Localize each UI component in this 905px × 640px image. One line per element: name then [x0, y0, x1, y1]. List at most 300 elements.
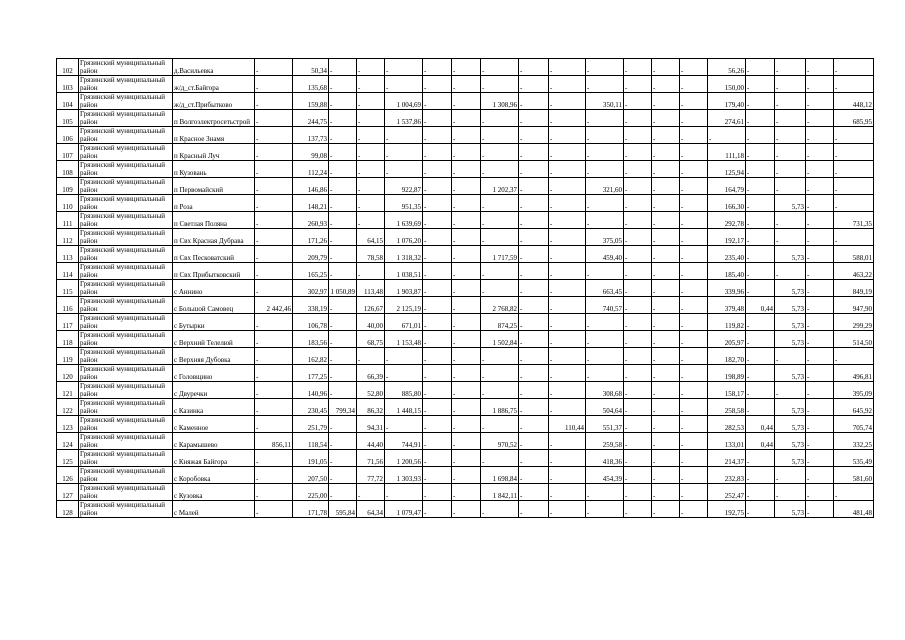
- value-cell: -: [746, 314, 775, 331]
- value-cell: -: [549, 484, 586, 501]
- value-cell: -: [708, 127, 746, 144]
- value-cell: -: [329, 229, 357, 246]
- value-cell: -: [357, 93, 385, 110]
- row-number: 120: [57, 365, 79, 382]
- settlement-cell: п Красное Знамя: [173, 127, 255, 144]
- value-cell: -: [481, 127, 519, 144]
- value-cell: -: [329, 246, 357, 263]
- value-cell: -: [746, 110, 775, 127]
- value-cell: -: [357, 178, 385, 195]
- value-cell: 1 318,32: [385, 246, 423, 263]
- value-cell: 44,40: [357, 433, 385, 450]
- value-cell: -: [255, 110, 293, 127]
- value-cell: -: [385, 416, 423, 433]
- value-cell: -: [255, 382, 293, 399]
- value-cell: 177,25: [293, 365, 329, 382]
- value-cell: -: [680, 501, 708, 518]
- value-cell: 64,15: [357, 229, 385, 246]
- value-cell: -: [357, 110, 385, 127]
- value-cell: 5,73: [775, 501, 806, 518]
- value-cell: 0,44: [746, 416, 775, 433]
- value-cell: 740,57: [586, 297, 624, 314]
- value-cell: -: [746, 365, 775, 382]
- value-cell: 162,82: [293, 348, 329, 365]
- value-cell: -: [652, 76, 680, 93]
- value-cell: -: [624, 59, 652, 76]
- settlement-cell: п Первомайский: [173, 178, 255, 195]
- value-cell: -: [423, 246, 452, 263]
- value-cell: 5,73: [775, 314, 806, 331]
- settlement-cell: п Свх Красная Дубрава: [173, 229, 255, 246]
- value-cell: -: [652, 450, 680, 467]
- value-cell: 259,58: [586, 433, 624, 450]
- value-cell: 922,87: [385, 178, 423, 195]
- settlement-cell: с Бутырки: [173, 314, 255, 331]
- value-cell: 448,12: [834, 93, 874, 110]
- value-cell: -: [775, 484, 806, 501]
- settlement-cell: п Волгоэлектросетьстрой: [173, 110, 255, 127]
- row-number: 110: [57, 195, 79, 212]
- value-cell: -: [549, 93, 586, 110]
- value-cell: 5,73: [775, 280, 806, 297]
- value-cell: -: [423, 212, 452, 229]
- value-cell: -: [624, 365, 652, 382]
- value-cell: 258,58: [708, 399, 746, 416]
- value-cell: -: [549, 161, 586, 178]
- district-cell: Грязинский муниципальный район: [79, 280, 173, 297]
- value-cell: -: [806, 229, 834, 246]
- value-cell: -: [329, 144, 357, 161]
- value-cell: -: [775, 59, 806, 76]
- value-cell: -: [452, 450, 481, 467]
- district-cell: Грязинский муниципальный район: [79, 501, 173, 518]
- value-cell: -: [834, 195, 874, 212]
- value-cell: -: [746, 484, 775, 501]
- value-cell: -: [423, 399, 452, 416]
- table-row: [57, 501, 874, 518]
- table-row: [57, 212, 874, 229]
- row-number: 103: [57, 76, 79, 93]
- value-cell: -: [652, 365, 680, 382]
- value-cell: 86,32: [357, 399, 385, 416]
- settlement-cell: с Казинка: [173, 399, 255, 416]
- district-cell: Грязинский муниципальный район: [79, 450, 173, 467]
- value-cell: -: [624, 416, 652, 433]
- value-cell: -: [586, 348, 624, 365]
- value-cell: -: [806, 450, 834, 467]
- value-cell: -: [652, 212, 680, 229]
- value-cell: 496,81: [834, 365, 874, 382]
- value-cell: 1 903,87: [385, 280, 423, 297]
- value-cell: -: [519, 144, 549, 161]
- value-cell: 0,44: [746, 433, 775, 450]
- value-cell: 5,73: [775, 365, 806, 382]
- value-cell: -: [680, 161, 708, 178]
- value-cell: -: [746, 246, 775, 263]
- value-cell: -: [423, 280, 452, 297]
- value-cell: -: [586, 195, 624, 212]
- value-cell: -: [519, 450, 549, 467]
- row-number: 126: [57, 467, 79, 484]
- value-cell: -: [806, 348, 834, 365]
- row-number: 111: [57, 212, 79, 229]
- district-cell: Грязинский муниципальный район: [79, 484, 173, 501]
- value-cell: -: [746, 382, 775, 399]
- value-cell: 230,45: [293, 399, 329, 416]
- value-cell: -: [481, 195, 519, 212]
- value-cell: -: [806, 501, 834, 518]
- value-cell: -: [423, 178, 452, 195]
- value-cell: -: [680, 365, 708, 382]
- value-cell: 645,92: [834, 399, 874, 416]
- value-cell: 1 639,69: [385, 212, 423, 229]
- value-cell: -: [423, 195, 452, 212]
- value-cell: 112,24: [293, 161, 329, 178]
- value-cell: -: [624, 484, 652, 501]
- value-cell: -: [329, 263, 357, 280]
- value-cell: 418,36: [586, 450, 624, 467]
- value-cell: 133,01: [708, 433, 746, 450]
- value-cell: 1 502,84: [481, 331, 519, 348]
- value-cell: -: [806, 484, 834, 501]
- value-cell: -: [586, 331, 624, 348]
- value-cell: -: [357, 59, 385, 76]
- value-cell: 40,00: [357, 314, 385, 331]
- row-number: 105: [57, 110, 79, 127]
- value-cell: -: [624, 450, 652, 467]
- settlement-cell: п Светлая Поляна: [173, 212, 255, 229]
- value-cell: -: [385, 365, 423, 382]
- settlement-cell: с Верхняя Дубовка: [173, 348, 255, 365]
- value-cell: 685,95: [834, 110, 874, 127]
- value-cell: -: [549, 195, 586, 212]
- value-cell: -: [680, 144, 708, 161]
- tariff-table: [56, 58, 874, 518]
- value-cell: -: [680, 263, 708, 280]
- value-cell: 1 698,84: [481, 467, 519, 484]
- value-cell: -: [549, 331, 586, 348]
- value-cell: -: [652, 229, 680, 246]
- settlement-cell: п Роза: [173, 195, 255, 212]
- row-number: 104: [57, 93, 79, 110]
- value-cell: -: [652, 484, 680, 501]
- value-cell: -: [385, 76, 423, 93]
- value-cell: -: [806, 212, 834, 229]
- district-cell: Грязинский муниципальный район: [79, 59, 173, 76]
- value-cell: 282,53: [708, 416, 746, 433]
- value-cell: -: [329, 127, 357, 144]
- district-cell: Грязинский муниципальный район: [79, 263, 173, 280]
- value-cell: -: [806, 297, 834, 314]
- value-cell: -: [519, 280, 549, 297]
- value-cell: 232,83: [708, 467, 746, 484]
- value-cell: 2 125,19: [385, 297, 423, 314]
- value-cell: -: [452, 76, 481, 93]
- value-cell: -: [549, 467, 586, 484]
- value-cell: -: [255, 263, 293, 280]
- value-cell: -: [357, 212, 385, 229]
- value-cell: -: [423, 348, 452, 365]
- value-cell: -: [746, 59, 775, 76]
- value-cell: -: [519, 246, 549, 263]
- value-cell: 744,91: [385, 433, 423, 450]
- value-cell: -: [624, 76, 652, 93]
- value-cell: 274,61: [708, 110, 746, 127]
- value-cell: -: [519, 297, 549, 314]
- value-cell: 106,78: [293, 314, 329, 331]
- value-cell: 2 442,46: [255, 297, 293, 314]
- value-cell: -: [746, 331, 775, 348]
- value-cell: 150,00: [708, 76, 746, 93]
- value-cell: -: [834, 178, 874, 195]
- value-cell: 182,70: [708, 348, 746, 365]
- value-cell: -: [652, 433, 680, 450]
- value-cell: -: [329, 365, 357, 382]
- row-number: 102: [57, 59, 79, 76]
- settlement-cell: ж/д_ст.Байгора: [173, 76, 255, 93]
- table-row: [57, 76, 874, 93]
- value-cell: -: [680, 212, 708, 229]
- row-number: 127: [57, 484, 79, 501]
- value-cell: -: [806, 365, 834, 382]
- value-cell: -: [806, 76, 834, 93]
- value-cell: 71,56: [357, 450, 385, 467]
- value-cell: -: [652, 110, 680, 127]
- value-cell: 56,26: [708, 59, 746, 76]
- value-cell: -: [680, 59, 708, 76]
- row-number: 106: [57, 127, 79, 144]
- table-row: [57, 93, 874, 110]
- table-row: [57, 263, 874, 280]
- value-cell: -: [481, 229, 519, 246]
- row-number: 117: [57, 314, 79, 331]
- value-cell: -: [746, 161, 775, 178]
- value-cell: 192,75: [708, 501, 746, 518]
- value-cell: -: [746, 127, 775, 144]
- value-cell: -: [834, 348, 874, 365]
- value-cell: 350,11: [586, 93, 624, 110]
- table-row: [57, 144, 874, 161]
- value-cell: -: [834, 161, 874, 178]
- value-cell: -: [255, 331, 293, 348]
- value-cell: 2 768,82: [481, 297, 519, 314]
- value-cell: -: [746, 501, 775, 518]
- value-cell: 119,82: [708, 314, 746, 331]
- value-cell: -: [680, 195, 708, 212]
- value-cell: -: [519, 399, 549, 416]
- value-cell: 0,44: [746, 297, 775, 314]
- value-cell: -: [806, 93, 834, 110]
- value-cell: -: [624, 433, 652, 450]
- value-cell: -: [481, 365, 519, 382]
- value-cell: 207,50: [293, 467, 329, 484]
- value-cell: -: [519, 59, 549, 76]
- value-cell: -: [519, 382, 549, 399]
- value-cell: 375,05: [586, 229, 624, 246]
- value-cell: -: [652, 280, 680, 297]
- value-cell: -: [680, 280, 708, 297]
- value-cell: 137,73: [293, 127, 329, 144]
- row-number: 115: [57, 280, 79, 297]
- district-cell: Грязинский муниципальный район: [79, 433, 173, 450]
- value-cell: -: [586, 144, 624, 161]
- value-cell: -: [255, 450, 293, 467]
- value-cell: -: [519, 365, 549, 382]
- value-cell: -: [834, 484, 874, 501]
- value-cell: -: [255, 195, 293, 212]
- value-cell: -: [775, 93, 806, 110]
- value-cell: -: [357, 263, 385, 280]
- value-cell: 454,39: [586, 467, 624, 484]
- value-cell: -: [652, 467, 680, 484]
- value-cell: -: [834, 127, 874, 144]
- district-cell: Грязинский муниципальный район: [79, 110, 173, 127]
- value-cell: -: [624, 229, 652, 246]
- row-number: 119: [57, 348, 79, 365]
- value-cell: 321,60: [586, 178, 624, 195]
- district-cell: Грязинский муниципальный район: [79, 127, 173, 144]
- value-cell: -: [255, 93, 293, 110]
- value-cell: -: [452, 348, 481, 365]
- value-cell: -: [481, 59, 519, 76]
- table-row: [57, 110, 874, 127]
- value-cell: -: [680, 314, 708, 331]
- settlement-cell: ж/д_ст.Прибытково: [173, 93, 255, 110]
- settlement-cell: с Аннино: [173, 280, 255, 297]
- value-cell: -: [255, 127, 293, 144]
- value-cell: -: [452, 331, 481, 348]
- value-cell: -: [452, 59, 481, 76]
- value-cell: -: [329, 348, 357, 365]
- value-cell: 551,37: [586, 416, 624, 433]
- table-row: [57, 348, 874, 365]
- value-cell: -: [385, 348, 423, 365]
- value-cell: -: [652, 59, 680, 76]
- value-cell: 252,47: [708, 484, 746, 501]
- value-cell: -: [806, 246, 834, 263]
- value-cell: -: [519, 110, 549, 127]
- value-cell: -: [385, 161, 423, 178]
- value-cell: -: [481, 110, 519, 127]
- value-cell: 292,78: [708, 212, 746, 229]
- settlement-cell: п Свх Песковатский: [173, 246, 255, 263]
- value-cell: -: [549, 365, 586, 382]
- row-number: 112: [57, 229, 79, 246]
- value-cell: -: [481, 76, 519, 93]
- value-cell: 535,49: [834, 450, 874, 467]
- value-cell: -: [806, 263, 834, 280]
- value-cell: 463,22: [834, 263, 874, 280]
- value-cell: -: [549, 297, 586, 314]
- table-row: [57, 467, 874, 484]
- row-number: 128: [57, 501, 79, 518]
- value-cell: -: [549, 263, 586, 280]
- value-cell: 885,80: [385, 382, 423, 399]
- value-cell: 332,25: [834, 433, 874, 450]
- value-cell: -: [481, 450, 519, 467]
- value-cell: -: [481, 161, 519, 178]
- value-cell: -: [452, 195, 481, 212]
- value-cell: -: [775, 178, 806, 195]
- value-cell: -: [549, 314, 586, 331]
- value-cell: -: [481, 263, 519, 280]
- value-cell: -: [652, 144, 680, 161]
- value-cell: -: [329, 314, 357, 331]
- value-cell: -: [806, 467, 834, 484]
- value-cell: -: [329, 484, 357, 501]
- value-cell: -: [423, 76, 452, 93]
- value-cell: 481,48: [834, 501, 874, 518]
- value-cell: -: [519, 501, 549, 518]
- value-cell: -: [423, 484, 452, 501]
- value-cell: 5,73: [775, 331, 806, 348]
- value-cell: -: [652, 331, 680, 348]
- value-cell: -: [775, 127, 806, 144]
- value-cell: -: [255, 229, 293, 246]
- value-cell: -: [329, 382, 357, 399]
- value-cell: -: [519, 127, 549, 144]
- row-number: 108: [57, 161, 79, 178]
- value-cell: -: [452, 382, 481, 399]
- value-cell: -: [519, 331, 549, 348]
- value-cell: -: [452, 399, 481, 416]
- value-cell: -: [549, 212, 586, 229]
- value-cell: -: [680, 382, 708, 399]
- value-cell: 113,48: [357, 280, 385, 297]
- value-cell: -: [423, 161, 452, 178]
- value-cell: -: [423, 450, 452, 467]
- value-cell: -: [423, 433, 452, 450]
- value-cell: -: [746, 178, 775, 195]
- value-cell: -: [452, 484, 481, 501]
- value-cell: 214,37: [708, 450, 746, 467]
- value-cell: -: [549, 127, 586, 144]
- value-cell: -: [834, 59, 874, 76]
- value-cell: -: [357, 348, 385, 365]
- value-cell: 849,19: [834, 280, 874, 297]
- value-cell: -: [624, 212, 652, 229]
- value-cell: -: [834, 144, 874, 161]
- value-cell: -: [329, 93, 357, 110]
- row-number: 109: [57, 178, 79, 195]
- table-row: [57, 382, 874, 399]
- district-cell: Грязинский муниципальный район: [79, 144, 173, 161]
- value-cell: -: [423, 144, 452, 161]
- value-cell: -: [519, 229, 549, 246]
- value-cell: -: [452, 229, 481, 246]
- value-cell: 947,90: [834, 297, 874, 314]
- value-cell: -: [452, 110, 481, 127]
- value-cell: -: [652, 399, 680, 416]
- settlement-cell: п Свх Прибытковский: [173, 263, 255, 280]
- row-number: 125: [57, 450, 79, 467]
- value-cell: -: [806, 314, 834, 331]
- value-cell: -: [652, 501, 680, 518]
- value-cell: 379,48: [708, 297, 746, 314]
- value-cell: 198,89: [708, 365, 746, 382]
- value-cell: -: [423, 263, 452, 280]
- value-cell: -: [423, 93, 452, 110]
- district-cell: Грязинский муниципальный район: [79, 229, 173, 246]
- district-cell: Грязинский муниципальный район: [79, 416, 173, 433]
- value-cell: -: [549, 59, 586, 76]
- value-cell: -: [680, 450, 708, 467]
- value-cell: -: [775, 161, 806, 178]
- value-cell: 874,25: [481, 314, 519, 331]
- value-cell: -: [423, 297, 452, 314]
- value-cell: -: [680, 467, 708, 484]
- value-cell: -: [624, 161, 652, 178]
